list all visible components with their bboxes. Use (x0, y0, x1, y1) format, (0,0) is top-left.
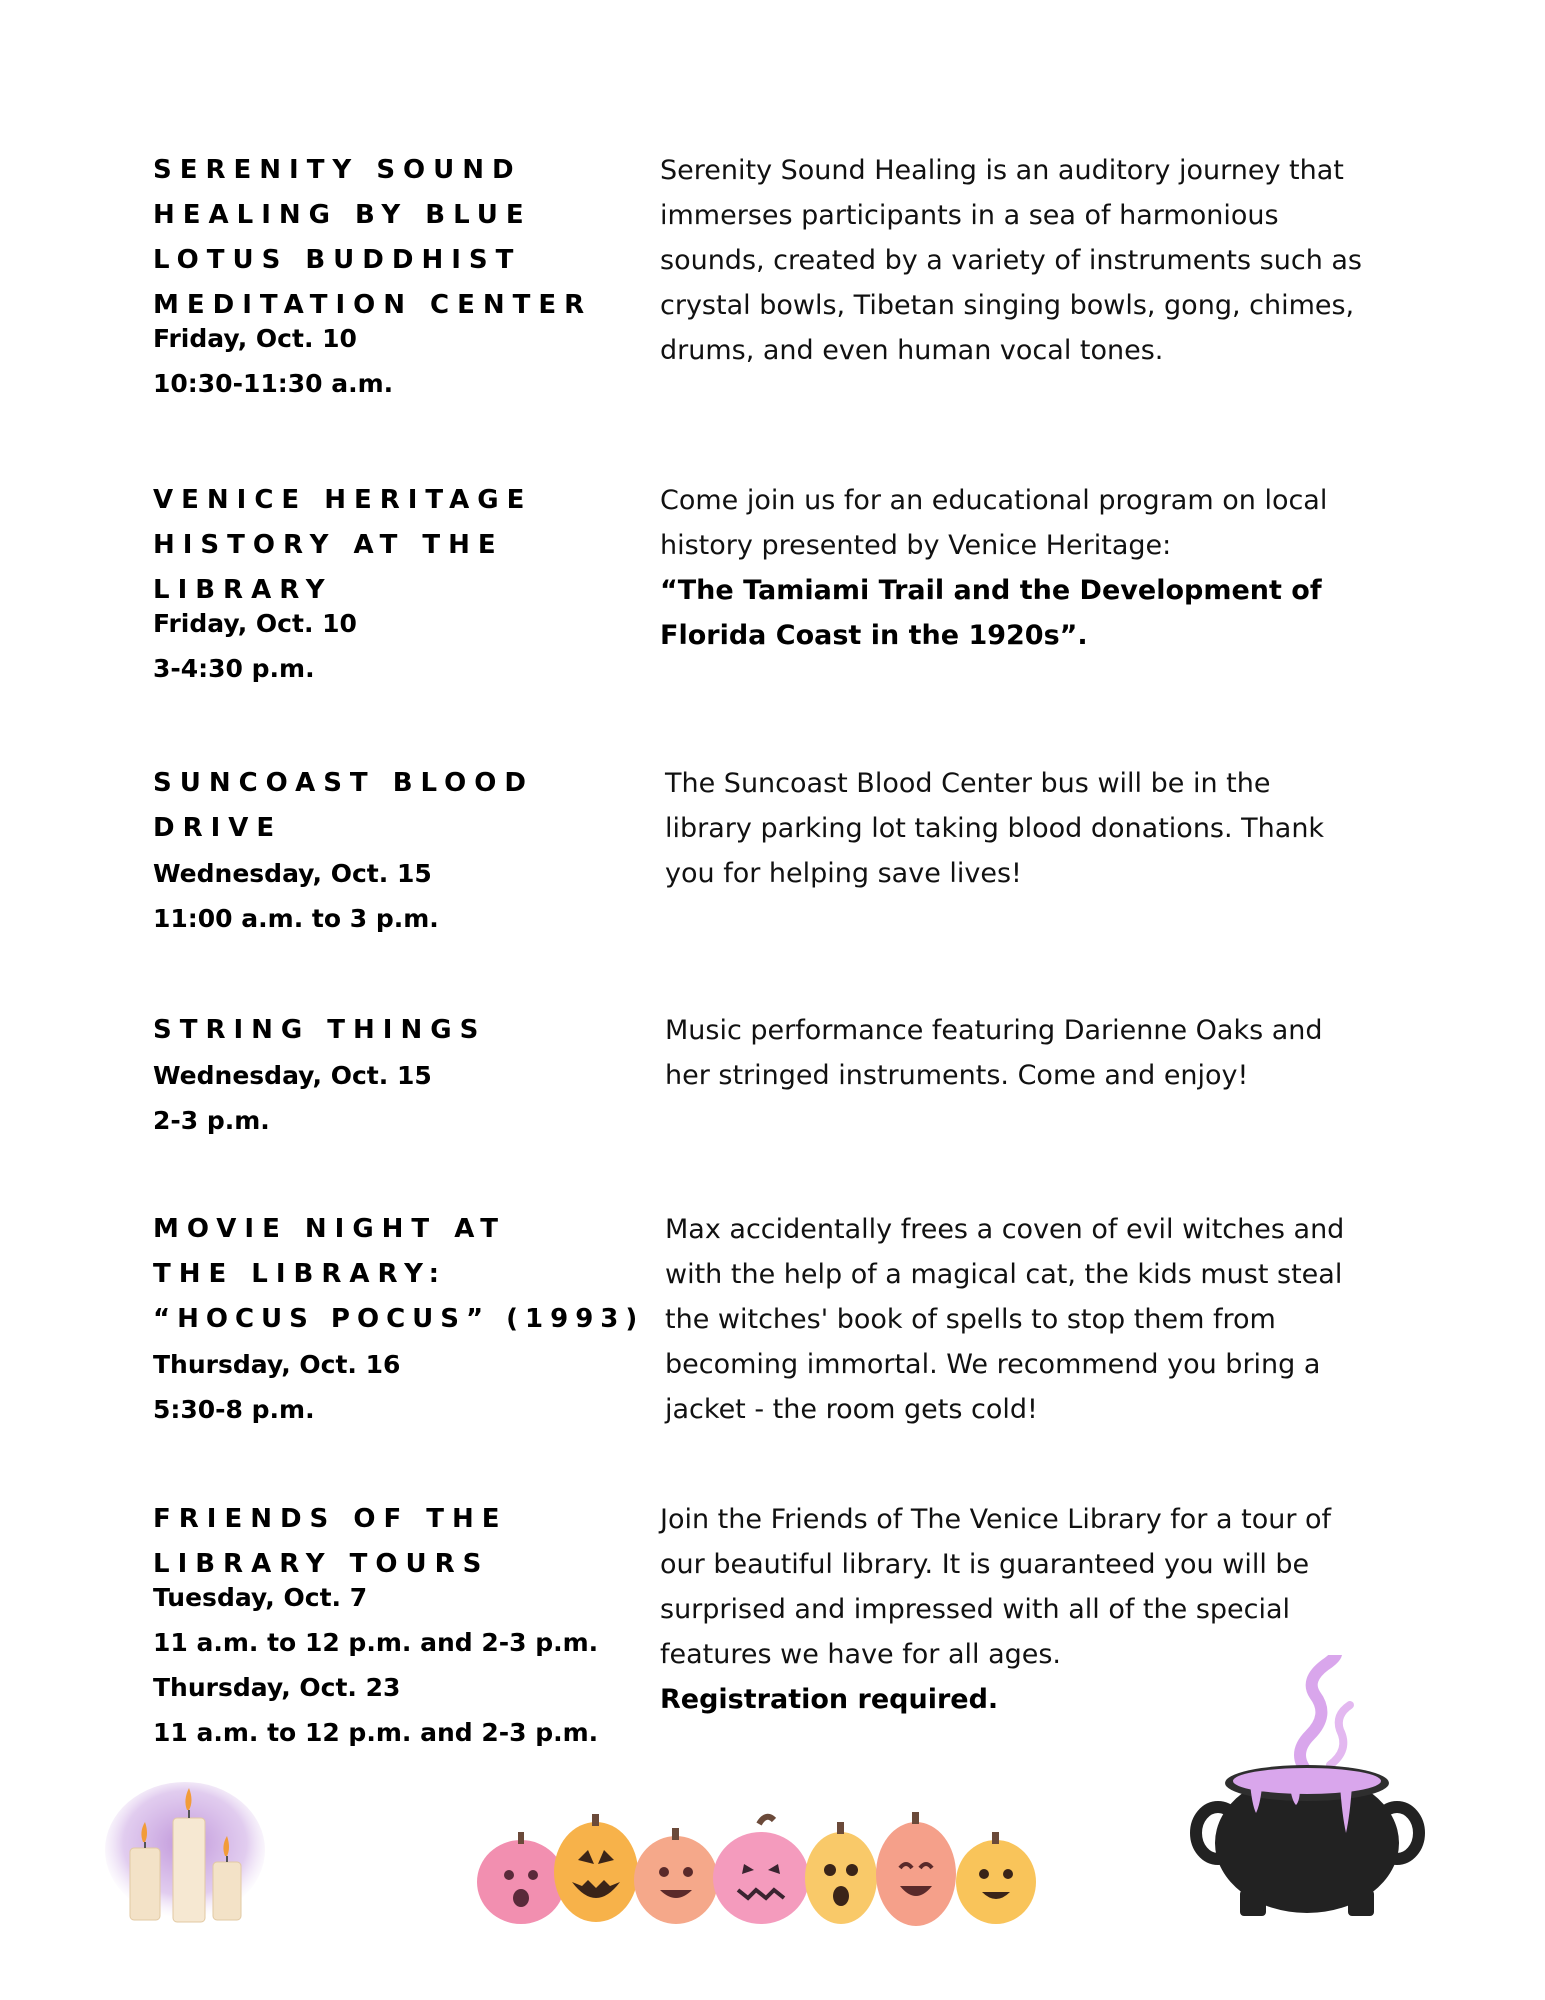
event-info (153, 1497, 633, 1755)
event-description (660, 478, 1390, 658)
description-line: her stringed instruments. Come and enjoy! (665, 1060, 1249, 1091)
description-line: surprised and impressed with all of the special (660, 1594, 1291, 1625)
description-line: becoming immortal. We recommend you bring a (665, 1349, 1321, 1380)
event-date: Thursday, Oct. 23 (153, 1673, 401, 1702)
description-line: jacket - the room gets cold! (665, 1394, 1038, 1425)
description-line: crystal bowls, Tibetan singing bowls, gong, chimes, (660, 290, 1355, 321)
candles-icon (105, 1780, 275, 1930)
event-date: Tuesday, Oct. 7 (153, 1583, 368, 1612)
event-title-line: LOTUS BUDDHIST (153, 245, 522, 275)
description-line: sounds, created by a variety of instruments such as (660, 245, 1362, 276)
event-title-line: SUNCOAST BLOOD (153, 768, 534, 798)
event-time: 10:30-11:30 a.m. (153, 369, 394, 398)
event-date: Wednesday, Oct. 15 (153, 859, 432, 888)
event-time: 2-3 p.m. (153, 1106, 270, 1135)
description-line: Florida Coast in the 1920s”. (660, 620, 1088, 651)
event-date: Wednesday, Oct. 15 (153, 1061, 432, 1090)
event-title-line: MOVIE NIGHT AT (153, 1214, 507, 1244)
description-line: Serenity Sound Healing is an auditory journey that (660, 155, 1344, 186)
description-line: history presented by Venice Heritage: (660, 530, 1172, 561)
cauldron-icon (1190, 1655, 1425, 1920)
event-date: Friday, Oct. 10 (153, 324, 357, 353)
event-title-line: SERENITY SOUND (153, 155, 522, 185)
description-line: you for helping save lives! (665, 858, 1022, 889)
event-time: 3-4:30 p.m. (153, 654, 315, 683)
description-line: drums, and even human vocal tones. (660, 335, 1164, 366)
description-line: our beautiful library. It is guaranteed you will be (660, 1549, 1310, 1580)
event-info (153, 761, 633, 941)
description-line: library parking lot taking blood donations. Thank (665, 813, 1325, 844)
description-line: The Suncoast Blood Center bus will be in the (665, 768, 1271, 799)
description-line: Max accidentally frees a coven of evil witches and (665, 1214, 1345, 1245)
event-info (153, 478, 633, 691)
event-title-line: VENICE HERITAGE (153, 485, 533, 515)
event-time: 11:00 a.m. to 3 p.m. (153, 904, 439, 933)
event-time: 5:30-8 p.m. (153, 1395, 315, 1424)
event-time: 11 a.m. to 12 p.m. and 2-3 p.m. (153, 1718, 599, 1747)
description-line: “The Tamiami Trail and the Development of (660, 575, 1322, 606)
event-description (665, 1207, 1395, 1432)
event-title-line: STRING THINGS (153, 1015, 487, 1045)
event-title-line: HEALING BY BLUE (153, 200, 532, 230)
pumpkins-icon (476, 1790, 1066, 1930)
description-line: Music performance featuring Darienne Oaks and (665, 1015, 1323, 1046)
description-line: with the help of a magical cat, the kids must steal (665, 1259, 1343, 1290)
description-line: features we have for all ages. (660, 1639, 1062, 1670)
event-info (153, 1207, 645, 1432)
event-title-line: LIBRARY (153, 575, 333, 605)
event-title-line: FRIENDS OF THE (153, 1504, 508, 1534)
description-line: Registration required. (660, 1684, 999, 1715)
event-info (153, 1008, 633, 1143)
event-title-line: LIBRARY TOURS (153, 1549, 490, 1579)
event-title-line: THE LIBRARY: (153, 1259, 448, 1289)
event-title-line: MEDITATION CENTER (153, 290, 593, 320)
description-line: immerses participants in a sea of harmonious (660, 200, 1279, 231)
event-time: 11 a.m. to 12 p.m. and 2-3 p.m. (153, 1628, 599, 1657)
description-line: Come join us for an educational program on local (660, 485, 1328, 516)
event-title-line: HISTORY AT THE (153, 530, 504, 560)
event-date: Thursday, Oct. 16 (153, 1350, 401, 1379)
event-description (665, 761, 1395, 896)
description-line: Join the Friends of The Venice Library for a tour of (660, 1504, 1332, 1535)
event-title-line: DRIVE (153, 813, 283, 843)
event-info (153, 148, 633, 406)
description-line: the witches' book of spells to stop them from (665, 1304, 1276, 1335)
event-description (660, 148, 1390, 373)
event-date: Friday, Oct. 10 (153, 609, 357, 638)
event-title-line: “HOCUS POCUS” (1993) (153, 1304, 645, 1334)
event-description (665, 1008, 1395, 1098)
